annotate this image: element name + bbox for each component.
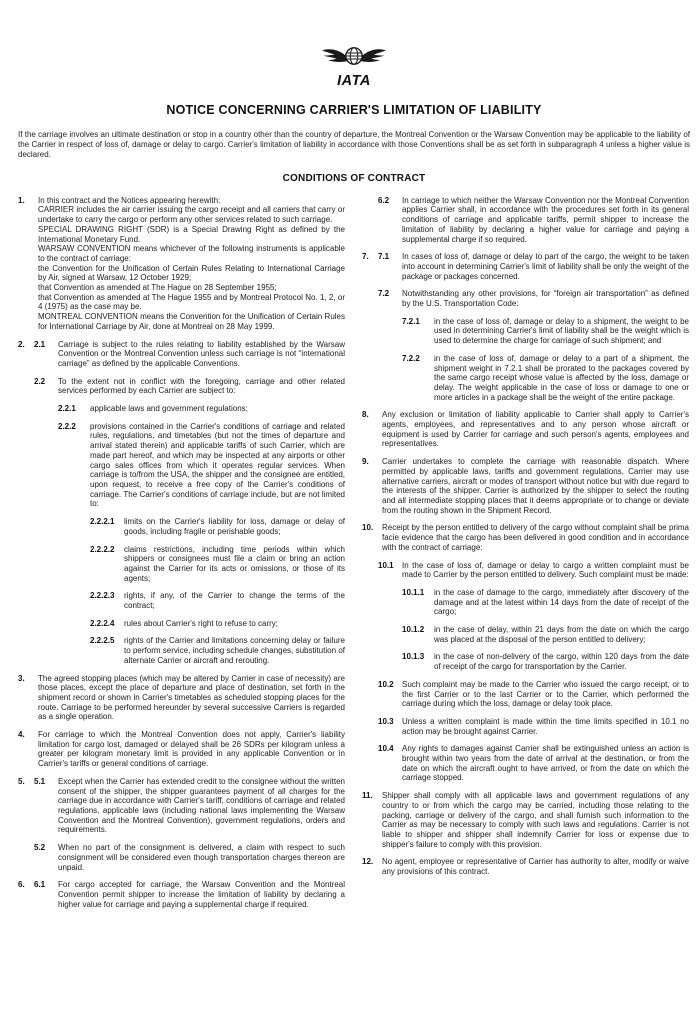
item-paragraph: In the case of loss of, damage or delay to cargo a written complaint must be made to Carrier by the person entitled to delivery. Such complaint must be made:: [402, 560, 689, 580]
item-number: 7.1: [378, 252, 390, 262]
condition-item-10-4: [362, 744, 689, 783]
item-paragraph: Such complaint may be made to the Carrier who issued the cargo receipt, or to the first Carrier or to the last Carrier or to the Carrier, which performed the carriage during which the loss, damage or delay took place.: [402, 679, 689, 709]
condition-item-10-3: [362, 717, 689, 736]
item-paragraph: the Convention for the Unification of Certain Rules Relating to International Carriage by Air, signed at Warsaw, 12 October 1929;: [38, 263, 345, 283]
item-paragraph: applicable laws and government regulations;: [90, 404, 248, 414]
iata-winged-globe-icon: [321, 46, 387, 88]
item-paragraph: MONTREAL CONVENTION means the Convention for the Unification of Certain Rules for International Carriage by Air, done at Montreal on 28 May 1999.: [38, 312, 345, 331]
condition-item-6-1: [18, 880, 345, 909]
item-number: 10.2: [378, 679, 394, 689]
item-paragraph: in the case of loss of, damage or delay to a shipment, the weight to be used in determining Carrier's limit of liability shall be the weight which is used to determine the charge for carriage of such shipment; and: [434, 316, 689, 346]
condition-item-2-2-2-3: [18, 591, 345, 610]
condition-item-10-1: [362, 561, 689, 580]
condition-item-7-2-1: [362, 317, 689, 346]
item-number: 9.: [362, 457, 369, 467]
conditions-columns: [18, 196, 690, 918]
item-number: 6.1: [34, 880, 46, 890]
item-number: 5.1: [34, 776, 46, 786]
item-number: 2.2.2: [58, 421, 76, 431]
condition-item-7-2: [362, 289, 689, 308]
item-paragraph: When no part of the consignment is delivered, a claim with respect to such consignment will be considered even though transportation charges thereon are unpaid.: [58, 843, 345, 872]
condition-item-2-2-2-5: [18, 636, 345, 665]
item-number: 2.1: [34, 339, 46, 349]
item-number: 10.3: [378, 716, 394, 726]
condition-item-2-2-2-4: [18, 619, 345, 629]
item-number: 2.: [18, 339, 25, 349]
condition-item-6-2: [362, 196, 689, 245]
item-paragraph: To the extent not in conflict with the foregoing, carriage and other related services performed by each Carrier are subject to:: [58, 376, 345, 396]
item-paragraph: in the case of loss of, damage or delay to a part of a shipment, the shipment weight in 7.2.1 shall be prorated to the packages covered by the same cargo receipt whose value is affected by the loss, damage or delay. The weight applicable in the case of loss or damage to one or more articles in a package shall be the weight of the entire package.: [434, 353, 689, 402]
item-number: 10.1.3: [402, 652, 425, 662]
condition-item-7-2-2: [362, 354, 689, 403]
condition-item-10: [362, 523, 689, 552]
notice-title: NOTICE CONCERNING CARRIER'S LIMITATION OF LIABILITY: [166, 103, 542, 117]
condition-item-8: [362, 410, 689, 449]
item-paragraph: CARRIER includes the air carrier issuing the cargo receipt and all carriers that carry or undertake to carry the cargo or perform any other services related to such carriage.: [38, 205, 345, 225]
item-number: 4.: [18, 730, 25, 740]
item-number: 10.: [362, 523, 374, 533]
item-number: 2.2.2.1: [90, 517, 115, 527]
condition-item-4: [18, 730, 345, 769]
item-number: 2.2.2.5: [90, 636, 115, 646]
item-paragraph: Carriage is subject to the rules relating to liability established by the Warsaw Convention or the Montreal Convention unless such carriage is not “international carriage” as defined by the applicable Conventions.: [58, 339, 345, 368]
item-paragraph: SPECIAL DRAWING RIGHT (SDR) is a Special Drawing Right as defined by the International Monetary Fund.: [38, 224, 345, 244]
condition-item-5-1: [18, 777, 345, 835]
condition-item-2-2: [18, 377, 345, 396]
item-paragraph: Except when the Carrier has extended credit to the consignee without the written consent of the shipper, the shipper guarantees payment of all charges for the carriage due in accordance with Carrier's tariff, conditions of carriage and related regulations, applicable laws (including national laws implementing the Warsaw Convention and the Montreal Convention), government regulations, orders and requirements.: [58, 776, 345, 835]
item-number: 5.2: [34, 843, 46, 853]
item-number: 7.: [362, 252, 369, 262]
condition-item-10-2: [362, 680, 689, 709]
item-paragraph: rights, if any, of the Carrier to change the terms of the contract;: [124, 591, 345, 611]
item-number: 10.1: [378, 560, 394, 570]
item-paragraph: Unless a written complaint is made within the time limits specified in 10.1 no action may be brought against Carrier.: [402, 716, 689, 736]
item-paragraph: Any rights to damages against Carrier shall be extinguished unless an action is brought within two years from the date of arrival at the destination, or from the date on which the aircraft ought to have arrived, or from the date on which the carriage stopped.: [402, 744, 689, 783]
item-number: 10.4: [378, 744, 394, 754]
item-number: 8.: [362, 410, 369, 420]
item-number: 2.2.2.3: [90, 591, 115, 601]
condition-item-2-2-2: [18, 422, 345, 509]
condition-item-11: [362, 791, 689, 849]
item-paragraph: The agreed stopping places (which may be altered by Carrier in case of necessity) are those places, except the place of departure and place of destination, set forth in the shipment record or shown in Carrier's timetables as scheduled stopping places for the route. Carriage to be performed hereunder by several successive Carriers is regarded as a single operation.: [38, 673, 345, 722]
item-paragraph: WARSAW CONVENTION means whichever of the following instruments is applicable to the contract of carriage:: [38, 244, 345, 263]
item-paragraph: claims restrictions, including time periods within which shippers or consignees must file a claim or bring an action against the Carrier for its acts or omissions, or those of its agents;: [124, 544, 345, 583]
item-paragraph: In carriage to which neither the Warsaw Convention nor the Montreal Convention applies Carrier shall, in accordance with the procedures set forth in its general conditions of carriage and applicable tariffs, permit shipper to increase the limitation of liability by declaring a higher value for carriage and paying a supplemental charge if so required.: [402, 195, 689, 244]
item-number: 10.1.1: [402, 587, 425, 597]
item-number: 12.: [362, 857, 374, 867]
item-number: 10.1.2: [402, 625, 425, 635]
iata-logo-text: IATA: [337, 73, 371, 88]
item-paragraph: that Convention as amended at The Hague 1955 and by Montreal Protocol No. 1, 2, or 4 (1975) as the case may be.: [38, 292, 345, 312]
condition-item-2-1: [18, 340, 345, 369]
item-paragraph: rules about Carrier's right to refuse to carry;: [124, 618, 279, 628]
item-paragraph: No agent, employee or representative of Carrier has authority to alter, modify or waive any provisions of this contract.: [382, 857, 689, 877]
conditions-of-contract-title: CONDITIONS OF CONTRACT: [282, 172, 426, 184]
item-number: 2.2.1: [58, 404, 76, 414]
item-number: 6.: [18, 880, 25, 890]
left-column: [18, 196, 345, 918]
condition-item-2-2-2-2: [18, 545, 345, 584]
item-paragraph: For cargo accepted for carriage, the Warsaw Convention and the Montreal Convention permit shipper to increase the limitation of liability by declaring a higher value for carriage and paying a supplemental charge if required.: [58, 880, 345, 909]
item-paragraph: rights of the Carrier and limitations concerning delay or failure to perform service, including schedule changes, substitution of alternate Carrier or aircraft and rerouting.: [124, 636, 345, 665]
item-number: 1.: [18, 195, 25, 205]
item-paragraph: In this contract and the Notices appearing herewith:: [38, 195, 221, 205]
condition-item-10-1-3: [362, 652, 689, 671]
item-paragraph: limits on the Carrier's liability for loss, damage or delay of goods, including fragile or perishable goods;: [124, 517, 345, 536]
condition-item-1: [18, 196, 345, 332]
intro-paragraph: If the carriage involves an ultimate destination or stop in a country other than the country of departure, the Montreal Convention or the Warsaw Convention may be applicable to the liability of the Carrier in respect of loss of, damage or delay to cargo. Carrier's limitation of liability in accordance with those Conventions shall be as set forth in subparagraph 4 unless a higher value is declared.: [18, 130, 690, 159]
condition-item-2-2-1: [18, 404, 345, 414]
condition-item-10-1-2: [362, 625, 689, 644]
item-number: 2.2: [34, 376, 46, 386]
item-paragraph: in the case of delay, within 21 days from the date on which the cargo was placed at the disposal of the person entitled to delivery;: [434, 625, 689, 644]
item-number: 3.: [18, 673, 25, 683]
item-paragraph: For carriage to which the Montreal Convention does not apply, Carrier's liability limitation for cargo lost, damaged or delayed shall be 26 SDRs per kilogram unless a greater per kilogram monetary limit is provided in any applicable Convention or in Carrier's tariffs or general conditions of carriage.: [38, 730, 345, 769]
item-paragraph: Shipper shall comply with all applicable laws and government regulations of any country to or from which the cargo may be carried, including those relating to the packing, carriage or delivery of the cargo, and shall furnish such information to the Carrier as may be necessary to comply with such laws and regulations. Carrier is not liable to shipper and shipper shall indemnify Carrier for loss or expense due to shipper's failure to comply with this provision.: [382, 791, 689, 849]
item-paragraph: In cases of loss of, damage or delay to part of the cargo, the weight to be taken into account in determining Carrier's limit of liability shall be only the weight of the package or packages concerned.: [402, 252, 689, 281]
item-paragraph: Notwithstanding any other provisions, for “foreign air transportation” as defined by the U.S. Transportation Code:: [402, 289, 689, 309]
item-paragraph: Receipt by the person entitled to delivery of the cargo without complaint shall be prima facie evidence that the cargo has been delivered in good condition and in accordance with the contract of carriage:: [382, 523, 689, 552]
condition-item-3: [18, 674, 345, 723]
item-paragraph: that Convention as amended at The Hague on 28 September 1955;: [38, 283, 277, 293]
condition-item-5-2: [18, 843, 345, 872]
condition-item-12: [362, 857, 689, 876]
item-paragraph: in the case of non-delivery of the cargo, within 120 days from the date of receipt of the cargo for transportation by the Carrier.: [434, 652, 689, 672]
item-number: 2.2.2.2: [90, 544, 115, 554]
item-number: 7.2.2: [402, 353, 420, 363]
right-column: [362, 196, 689, 918]
item-number: 11.: [362, 791, 373, 801]
item-number: 7.2: [378, 289, 390, 299]
item-number: 6.2: [378, 195, 390, 205]
condition-item-7-1: [362, 252, 689, 281]
item-paragraph: Any exclusion or limitation of liability applicable to Carrier shall apply to Carrier's agents, employees, and representatives and to any person whose aircraft or equipment is used by Carrier for carriage and such person's agents, employees and representatives.: [382, 410, 689, 449]
item-paragraph: provisions contained in the Carrier's conditions of carriage and related rules, regulations, and timetables (but not the times of departure and arrival stated therein) and applicable tariffs of such Carrier, which are made part hereof, and which may be inspected at any airports or other cargo sales offices from which it operates regular services. When carriage is to/from the USA, the shipper and the consignee are entitled, upon request, to receive a free copy of the Carrier's conditions of carriage. The Carrier's conditions of carriage include, but are not limited to:: [90, 421, 345, 509]
condition-item-2-2-2-1: [18, 517, 345, 536]
item-number: 2.2.2.4: [90, 618, 115, 628]
item-number: 5.: [18, 776, 25, 786]
iata-logo: [18, 46, 690, 93]
condition-item-10-1-1: [362, 588, 689, 617]
item-paragraph: Carrier undertakes to complete the carriage with reasonable dispatch. Where permitted by applicable laws, tariffs and government regulations, Carrier may use alternative carriers, aircraft or modes of transport without notice but with due regard to the interests of the shipper. Carrier is authorized by the shipper to select the routing and all intermediate stopping places that it deems appropriate or to change or deviate from the routing shown in the Shipment Record.: [382, 457, 689, 515]
condition-item-9: [362, 457, 689, 515]
item-number: 7.2.1: [402, 316, 420, 326]
item-paragraph: in the case of damage to the cargo, immediately after discovery of the damage and at the latest within 14 days from the date of receipt of the cargo;: [434, 587, 689, 617]
